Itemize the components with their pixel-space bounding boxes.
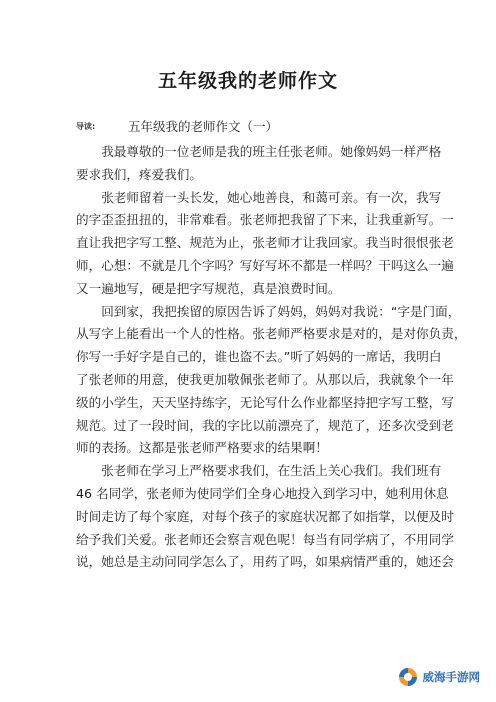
article-body (76, 141, 467, 574)
document-title: 五年级我的老师作文 (157, 70, 338, 92)
text-line: 从写字上能看出一个人的性格。张老师严格要求是对的，是对你负责， (76, 326, 467, 342)
intro-line (76, 118, 278, 136)
text-line: 我最尊敬的一位老师是我的班主任张老师。她像妈妈一样严格 (76, 144, 442, 159)
text-line: 的字歪歪扭扭的，非常难看。张老师把我留了下来，让我重新写。一 (76, 212, 454, 228)
text-line: 级的小学生，天天坚持练字，无论写什么作业都坚持把字写工整，写 (76, 394, 454, 410)
text-line: 张老师留着一头长发，她心地善良，和蔼可亲。有一次，我写 (76, 189, 442, 205)
text-line: 直让我把字写工整、规范为止，张老师才让我回家。我当时很恨张老 (76, 235, 454, 251)
text-line: 师，心想：不就是几个字吗？写好写坏不都是一样吗？干吗这么一遍 (76, 257, 454, 273)
text-line: 了张老师的用意，使我更加敬佩张老师了。从那以后，我就象个一年 (76, 371, 454, 387)
text-line: 又一遍地写，硬是把字写规范，真是浪费时间。 (76, 280, 341, 296)
text-line: 师的表扬。这都是张老师严格要求的结果啊！ (76, 440, 328, 456)
text-line: 说，她总是主动问同学怎么了，用药了吗，如果病情严重的，她还会 (76, 554, 454, 570)
text-line: 规范。过了一段时间，我的字比以前漂亮了，规范了，还多次受到老 (76, 417, 454, 433)
text-line: 要求我们，疼爱我们。 (76, 166, 202, 182)
text-line: 时间走访了每个家庭，对每个孩子的家庭状况都了如指掌，以便及时 (76, 508, 454, 524)
text-line: 46 名同学，张老师为使同学们全身心地投入到学习中，她利用休息 (76, 485, 449, 501)
text-line: 回到家，我把挨留的原因告诉了妈妈，妈妈对我说：“字是门面， (76, 303, 461, 319)
text-line: 给予我们关爱。张老师还会察言观色呢！每当有同学病了，不用同学 (76, 531, 454, 547)
intro-text: 五年级我的老师作文（一） (128, 119, 279, 134)
text-line: 你写一手好字是自己的，谁也盗不去。”听了妈妈的一席话，我明白 (76, 349, 442, 365)
swirl-logo-icon (397, 666, 419, 688)
watermark-text: 威海手游网 (422, 670, 480, 684)
text-line: 张老师在学习上严格要求我们，在生活上关心我们。我们班有 (76, 463, 442, 479)
intro-label: 导读: (76, 122, 96, 131)
site-watermark (393, 664, 487, 690)
